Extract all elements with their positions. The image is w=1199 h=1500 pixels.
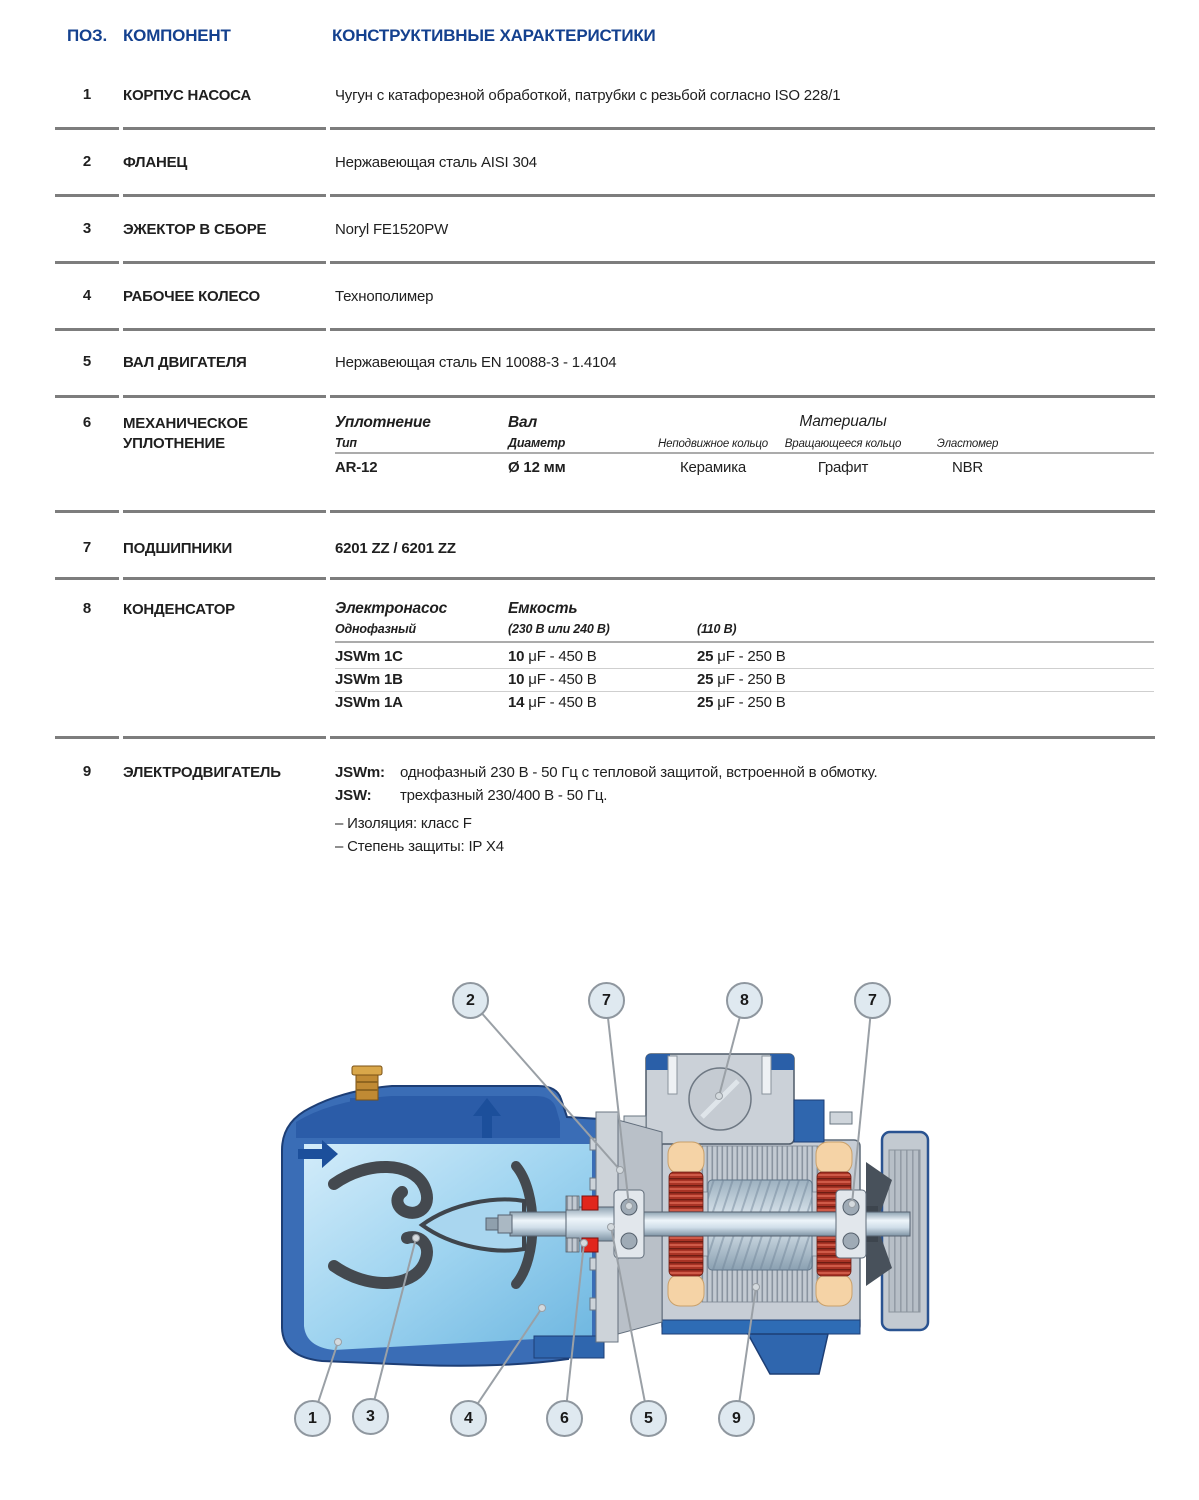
seal-col-sub: Тип: [335, 436, 357, 450]
row8-pos: 8: [82, 600, 92, 617]
row4-pos: 4: [82, 287, 92, 304]
row4-component: РАБОЧЕЕ КОЛЕСО: [123, 288, 260, 305]
row6-component: МЕХАНИЧЕСКОЕ УПЛОТНЕНИЕ: [123, 415, 248, 452]
callout-3: 3: [352, 1398, 389, 1435]
header-characteristics: КОНСТРУКТИВНЫЕ ХАРАКТЕРИСТИКИ: [332, 26, 656, 45]
cap-row2-110: [697, 671, 786, 688]
elastomer-label: Эластомер: [936, 438, 999, 450]
callout-2: 2: [452, 982, 489, 1019]
row1-pos: 1: [82, 86, 92, 103]
cap-row1-230: [508, 648, 597, 665]
row4-text: Технополимер: [335, 288, 434, 305]
cap-sub-230: (230 В или 240 В): [508, 622, 610, 636]
cap-row1-230-value: 10: [508, 648, 525, 665]
materials-title: Материалы: [799, 413, 887, 430]
motor-line2-text: трехфазный 230/400 В - 50 Гц.: [400, 787, 608, 804]
cap-row3-230: [508, 694, 597, 711]
row7-pos: 7: [82, 539, 92, 556]
pump-cutaway-diagram: [270, 970, 930, 1460]
shaft-col-title: Вал: [508, 414, 538, 431]
stationary-ring-label: Неподвижное кольцо: [658, 438, 768, 450]
row2-component: ФЛАНЕЦ: [123, 154, 188, 171]
shaft-diameter-value: Ø 12 мм: [508, 459, 566, 476]
cap-row1-model: JSWm 1C: [335, 648, 403, 665]
motor-line1-label: JSWm:: [335, 764, 385, 781]
cap-row3-230-value: 14: [508, 694, 525, 711]
row5-pos: 5: [82, 353, 92, 370]
cap-row3-230-unit: μF - 450 В: [524, 694, 597, 711]
row9-component: ЭЛЕКТРОДВИГАТЕЛЬ: [123, 764, 281, 781]
pump-base: [534, 1336, 604, 1358]
cap-pump-sub: Однофазный: [335, 622, 416, 636]
row1-component: КОРПУС НАСОСА: [123, 87, 252, 104]
motor-foot: [748, 1334, 828, 1374]
cap-row3-model: JSWm 1A: [335, 694, 403, 711]
callout-1: 1: [294, 1400, 331, 1437]
motor-note-insulation: – Изоляция: класс F: [335, 815, 472, 832]
cap-table-header-line: [335, 641, 1154, 643]
row9-pos: 9: [82, 763, 92, 780]
callout-5: 5: [630, 1400, 667, 1437]
cap-row3-110-value: 25: [697, 694, 714, 711]
cap-row1-110-value: 25: [697, 648, 714, 665]
cap-row2-230-value: 10: [508, 671, 525, 688]
cap-row2-230: [508, 671, 597, 688]
rotating-ring-label: Вращающееся кольцо: [784, 438, 902, 450]
seal-table-header-line: [335, 452, 1154, 454]
header-component: КОМПОНЕНТ: [123, 26, 231, 45]
row8-component: КОНДЕНСАТОР: [123, 601, 235, 618]
motor-blue-block: [794, 1100, 824, 1142]
callout-6: 6: [546, 1400, 583, 1437]
cap-row2-110-value: 25: [697, 671, 714, 688]
separator: [55, 736, 1155, 739]
cap-capacity-title: Емкость: [508, 600, 578, 617]
fill-plug-brass: [350, 1066, 384, 1106]
separator: [55, 510, 1155, 513]
motor-line2-label: JSW:: [335, 787, 372, 804]
row5-text: Нержавеющая сталь EN 10088-3 - 1.4104: [335, 354, 617, 371]
cap-row3-110: [697, 694, 786, 711]
shaft-col-sub: Диаметр: [508, 436, 566, 450]
row3-text: Noryl FE1520PW: [335, 221, 449, 238]
cap-row1-230-unit: μF - 450 В: [524, 648, 597, 665]
rotating-ring-value: Графит: [817, 459, 869, 476]
row2-text: Нержавеющая сталь AISI 304: [335, 154, 537, 171]
cap-row2-model: JSWm 1B: [335, 671, 403, 688]
row7-component: ПОДШИПНИКИ: [123, 540, 233, 557]
drain-plug-right: [830, 1112, 852, 1124]
separator: [55, 127, 1155, 130]
row6-pos: 6: [82, 414, 92, 431]
stationary-ring-value: Керамика: [679, 459, 747, 476]
separator: [55, 395, 1155, 398]
callout-8: 8: [726, 982, 763, 1019]
cap-row2-230-unit: μF - 450 В: [524, 671, 597, 688]
callout-4: 4: [450, 1400, 487, 1437]
motor-note-protection: – Степень защиты: IP X4: [335, 838, 504, 855]
cap-row3-110-unit: μF - 250 В: [713, 694, 786, 711]
cap-row-line: [335, 691, 1154, 692]
separator: [55, 328, 1155, 331]
separator: [55, 194, 1155, 197]
cap-pump-title: Электронасос: [335, 600, 448, 617]
callout-9: 9: [718, 1400, 755, 1437]
motor-line1-text: однофазный 230 В - 50 Гц с тепловой защитой, встроенной в обмотку.: [400, 764, 878, 781]
callout-7-left: 7: [588, 982, 625, 1019]
callout-7-right: 7: [854, 982, 891, 1019]
row1-text: Чугун с катафорезной обработкой, патрубки с резьбой согласно ISO 228/1: [335, 87, 841, 104]
row2-pos: 2: [82, 153, 92, 170]
seal-col-title: Уплотнение: [335, 414, 431, 431]
separator: [55, 577, 1155, 580]
cap-row-line: [335, 668, 1154, 669]
cap-row1-110: [697, 648, 786, 665]
seal-type-value: AR-12: [335, 459, 378, 476]
cap-row2-110-unit: μF - 250 В: [713, 671, 786, 688]
row7-text: 6201 ZZ / 6201 ZZ: [335, 540, 456, 557]
cap-row1-110-unit: μF - 250 В: [713, 648, 786, 665]
elastomer-value: NBR: [951, 459, 984, 476]
row5-component: ВАЛ ДВИГАТЕЛЯ: [123, 354, 247, 371]
row3-component: ЭЖЕКТОР В СБОРЕ: [123, 221, 267, 238]
row3-pos: 3: [82, 220, 92, 237]
cap-sub-110: (110 В): [697, 622, 737, 636]
separator: [55, 261, 1155, 264]
header-pos: ПОЗ.: [66, 26, 107, 45]
